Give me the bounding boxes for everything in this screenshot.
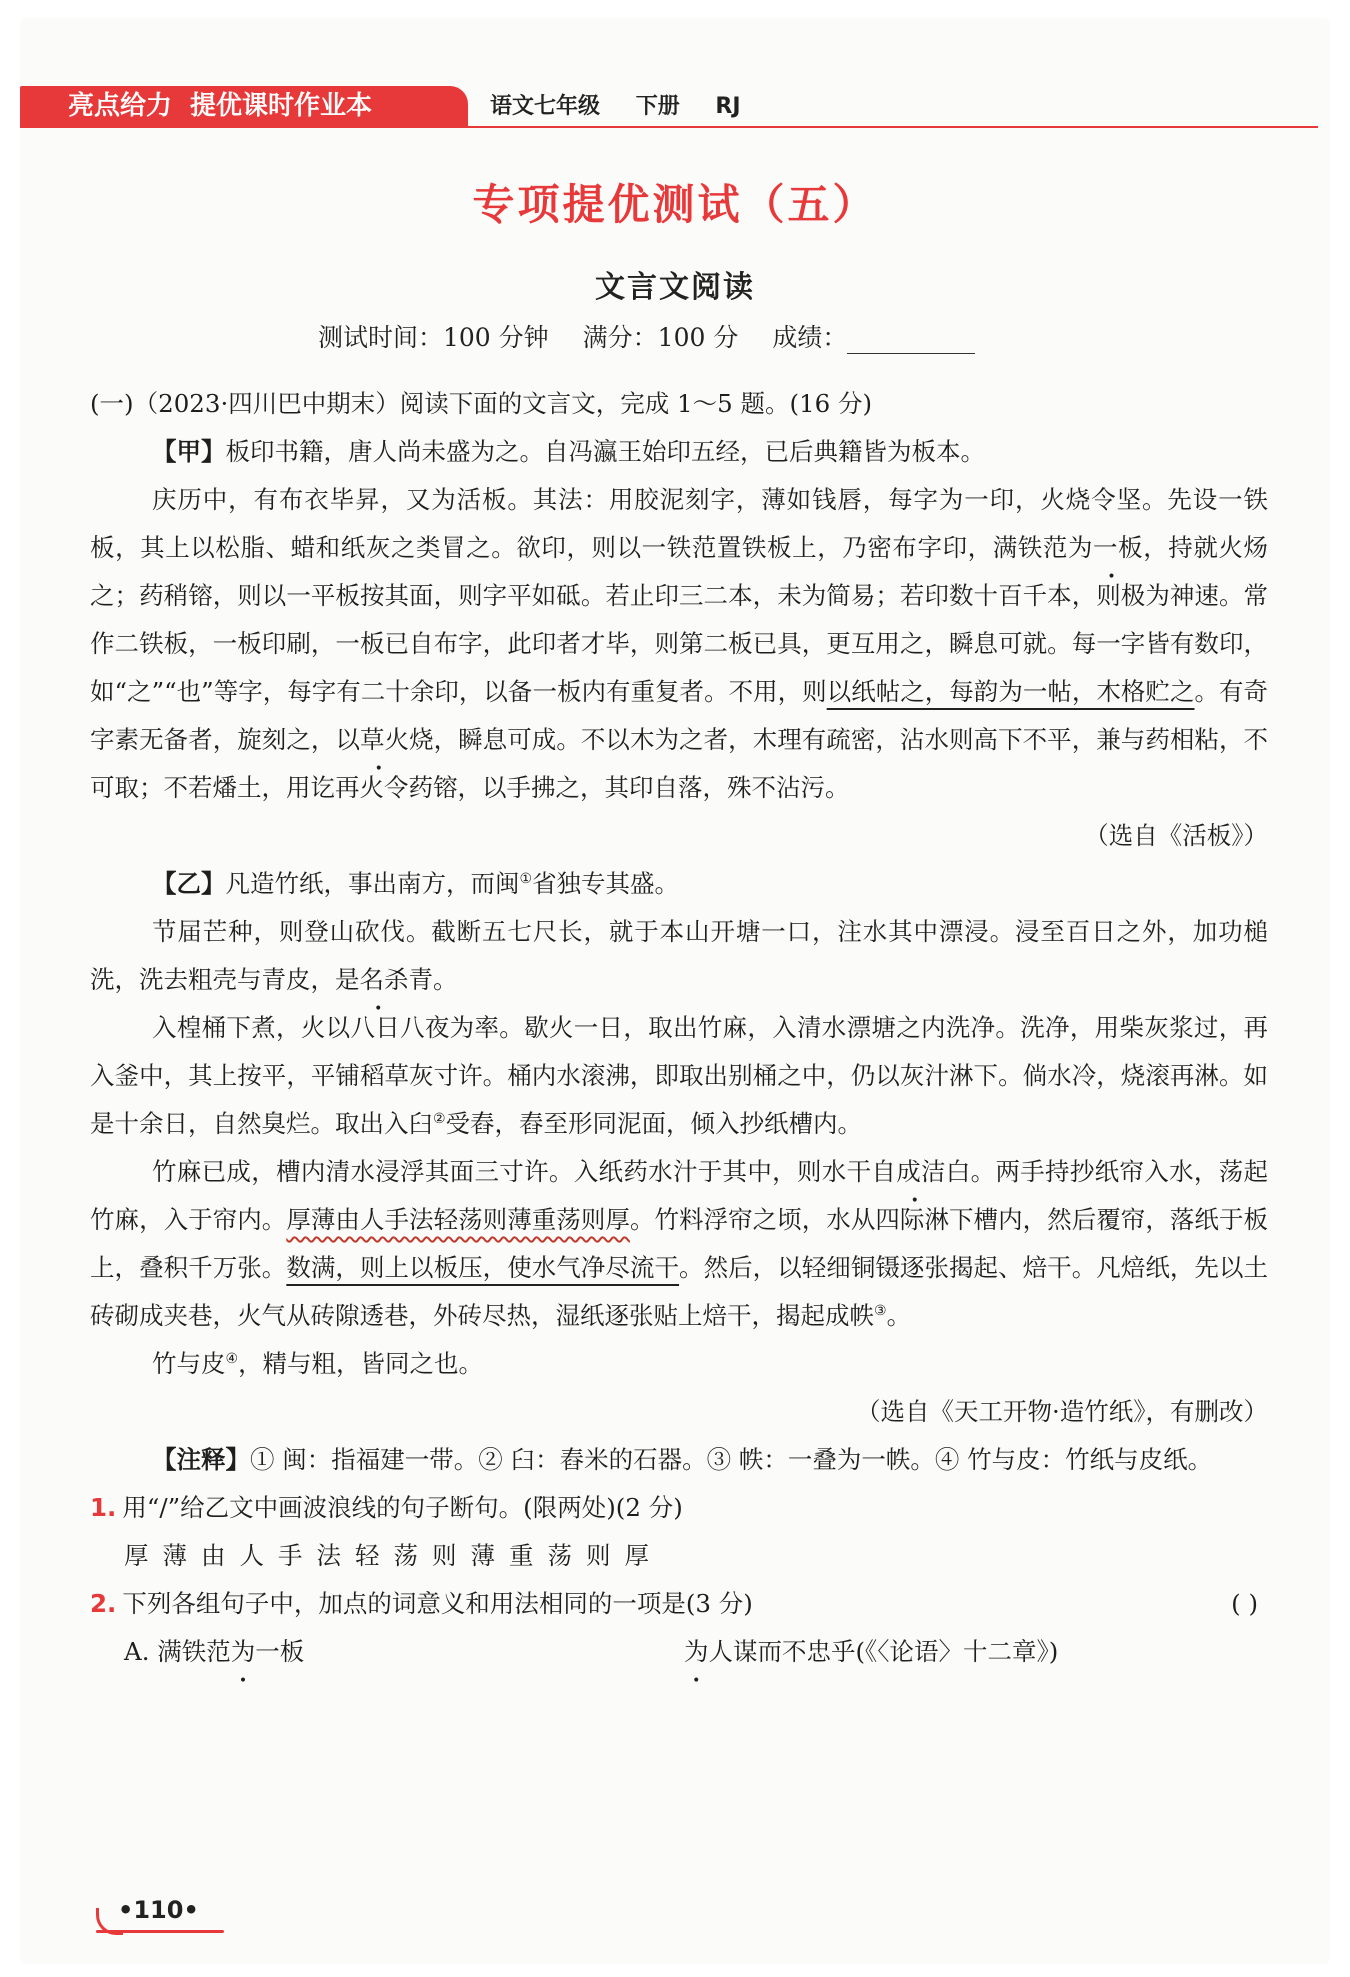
yi-paragraph-1: 【乙】凡造竹纸，事出南方，而闽①省独专其盛。 [152,869,680,898]
jia-paragraph-1: 【甲】板印书籍，唐人尚未盛为之。自冯瀛王始印五经，已后典籍皆为板本。 [152,437,985,466]
wavy-underline-sentence: 以纸帖之，每韵为一帖，木格贮之 [826,677,1195,706]
edition-label: RJ [715,94,741,119]
yi-paragraph-3: 入楻桶下煮，火以八日八夜为率。歇火一日，取出竹麻，入清水漂塘之内洗净。洗净，用柴灰浆过，再入釜中，其上按平，平铺稻草灰寸许。桶内水滚沸，即取出别桶之中，仍以灰汁淋下。倘水冷，烧滚再淋。如是十余日，自然臭烂。取出入臼②受舂，舂至形同泥面，倾入抄纸槽内。 [90,1013,1268,1138]
reading-body [90,380,1268,1676]
question-2: 2. 下列各组句子中，加点的词意义和用法相同的一项是(3 分) ( ) [90,1580,1268,1628]
wavy-underline-sentence: 厚薄由人手法轻荡则薄重荡则厚 [286,1205,630,1234]
footnote-mark: ③ [874,1302,887,1319]
q2-option-a[interactable]: A. 满铁范为一板 为人谋而不忠乎(《〈论语〉十二章》) [124,1637,1059,1666]
brand-name: 亮点给力 [68,91,173,121]
series-name: 提优课时作业本 [190,91,373,121]
grade-blank[interactable] [847,327,975,354]
grade-label: 成绩： [772,323,848,352]
subject-label: 语文七年级 [490,94,601,119]
header-brand [68,88,372,124]
footnote-mark: ④ [225,1350,239,1367]
page-number: •110• [118,1896,199,1924]
yi-source: （选自《天工开物·造竹纸》，有删改） [855,1397,1268,1426]
dotted-word: 为 [230,1637,256,1666]
footnote-mark: ② [433,1110,446,1127]
option-label: A. [124,1637,150,1666]
notes: 【注释】① 闽：指福建一带。② 臼：舂米的石器。③ 帙：一叠为一帙。④ 竹与皮：竹纸与皮纸。 [152,1445,1213,1474]
yi-paragraph-4: 竹麻已成，槽内清水浸浮其面三寸许。入纸药水汁于其中，则水干自成洁白。两手持抄纸帘入水，荡起竹麻，入于帘内。厚薄由人手法轻荡则薄重荡则厚。竹料浮帘之顷，水从四际淋下槽内，然后覆帘，落纸于板上，叠积千万张。数满，则上以板压，使水气净尽流干。然后，以轻细铜镊逐张揭起、焙干。凡焙纸，先以土砖砌成夹巷，火气从砖隙透巷，外砖尽热，湿纸逐张贴上焙干，揭起成帙③。 [90,1157,1269,1330]
answer-bracket[interactable]: ( ) [1231,1589,1258,1618]
dotted-word: 是 [335,965,360,994]
wavy-underline-sentence: 数满，则上以板压，使水气净尽流干 [286,1253,680,1282]
test-meta [318,318,975,354]
dotted-word: 为 [1067,533,1094,562]
page-title: 专项提优测试（五） [472,180,878,229]
yi-paragraph-5: 竹与皮④，精与粗，皆同之也。 [152,1349,484,1378]
page-subtitle: 文言文阅读 [595,270,755,305]
page-number-rule [96,1930,224,1933]
jia-paragraph-2: 庆历中，有布衣毕昇，又为活板。其法：用胶泥刻字，薄如钱唇，每字为一印，火烧令坚。先设一铁板，其上以松脂、蜡和纸灰之类冒之。欲印，则以一铁范置铁板上，乃密布字印，满铁范为一板，持就火炀之；药稍镕，则以一平板按其面，则字平如砥。若止印三二本，未为简易；若印数十百千本，则极为神速。常作二铁板，一板印刷，一板已自布字，此印者才毕，则第二板已具，更互用之，瞬息可就。每一字皆有数印，如“之”“也”等字，每字有二十余印，以备一板内有重复者。不用，则以纸帖之，每韵为一帖，木格贮之。有奇字素无备者，旋刻之，以草火烧，瞬息可成。不以木为之者，木理有疏密，沾水则高下不平，兼与药相粘，不可取；不若燔土，用讫再火令药镕，以手拂之，其印自落，殊不沾污。 [90,485,1269,802]
section-heading: (一)（2023·四川巴中期末）阅读下面的文言文，完成 1～5 题。(16 分) [90,389,873,418]
test-time: 测试时间：100 分钟 [318,323,549,352]
question-1: 1. 用“/”给乙文中画波浪线的句子断句。(限两处)(2 分) [90,1493,683,1522]
question-number: 1. [90,1493,117,1522]
jia-tag: 【甲】 [152,437,226,466]
footnote-mark: ① [519,870,533,887]
full-score: 满分：100 分 [582,323,739,352]
q1-sentence[interactable]: 厚薄由人手法轻荡则薄重荡则厚 [124,1541,663,1570]
yi-tag: 【乙】 [152,869,226,898]
header-rule [20,126,1318,128]
notes-tag: 【注释】 [152,1445,250,1474]
jia-source: （选自《活板》） [1084,821,1268,850]
yi-paragraph-2: 节届芒种，则登山砍伐。截断五七尺长，就于本山开塘一口，注水其中漂浸。浸至百日之外，加功槌洗，洗去粗壳与青皮，是名杀青。 [90,917,1268,994]
volume-label: 下册 [635,94,680,119]
dotted-word: 自 [871,1157,897,1186]
dotted-word: 为 [684,1637,709,1666]
question-number: 2. [90,1589,117,1618]
dotted-word: 以 [335,725,360,754]
header-book-info [490,90,769,124]
